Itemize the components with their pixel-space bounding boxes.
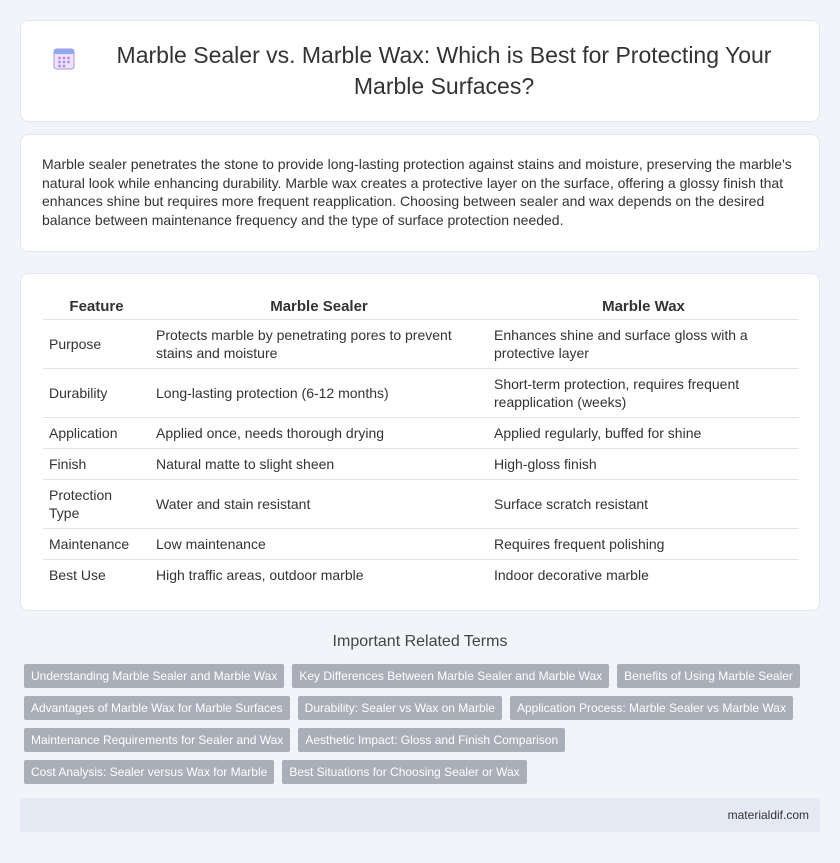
related-terms-heading: Important Related Terms [332,633,508,650]
title-card [20,20,820,122]
sealer-cell: Long-lasting protection (6-12 months) [150,369,488,418]
table-row [43,529,799,560]
sealer-cell: Low maintenance [150,529,488,560]
sealer-cell: Protects marble by penetrating pores to prevent stains and moisture [150,320,488,369]
related-term-tag[interactable]: Cost Analysis: Sealer versus Wax for Marble [24,760,274,784]
wax-cell: Indoor decorative marble [494,567,649,584]
related-term-tag[interactable]: Advantages of Marble Wax for Marble Surfaces [24,696,290,720]
related-term-tag[interactable]: Application Process: Marble Sealer vs Marble Wax [510,696,793,720]
footer-site-name: materialdif.com [727,808,809,822]
footer [20,798,820,832]
column-header-marble-sealer: Marble Sealer [150,294,488,320]
related-term-tag[interactable]: Key Differences Between Marble Sealer and Marble Wax [292,664,609,688]
sealer-cell: Natural matte to slight sheen [150,449,488,480]
related-term-tag[interactable]: Understanding Marble Sealer and Marble Wax [24,664,284,688]
table-row [43,320,799,369]
column-header-feature: Feature [43,294,150,320]
comparison-table [43,294,799,591]
table-row [43,418,799,449]
sealer-cell: High traffic areas, outdoor marble [156,567,364,584]
page-title: Marble Sealer vs. Marble Wax: Which is Best for Protecting Your Marble Surfaces? [116,42,772,99]
table-row [43,449,799,480]
feature-cell: Finish [43,449,150,480]
wax-cell: High-gloss finish [488,449,799,480]
feature-cell: Purpose [43,320,150,369]
table-header-row [43,294,799,320]
feature-cell: Protection Type [43,480,150,529]
table-row [43,560,799,591]
related-terms-tags [24,664,804,784]
feature-cell: Best Use [49,567,106,584]
feature-cell: Maintenance [43,529,150,560]
feature-cell: Durability [43,369,150,418]
related-term-tag[interactable]: Durability: Sealer vs Wax on Marble [298,696,502,720]
sealer-cell: Applied once, needs thorough drying [150,418,488,449]
wax-cell: Short-term protection, requires frequent reapplication (weeks) [488,369,799,418]
related-term-tag[interactable]: Benefits of Using Marble Sealer [617,664,800,688]
feature-cell: Application [43,418,150,449]
related-term-tag[interactable]: Best Situations for Choosing Sealer or Wax [282,760,526,784]
calendar-grid-icon [51,46,77,72]
wax-cell: Enhances shine and surface gloss with a protective layer [488,320,799,369]
comparison-table-card [20,273,820,611]
wax-cell: Surface scratch resistant [488,480,799,529]
sealer-cell: Water and stain resistant [150,480,488,529]
wax-cell: Applied regularly, buffed for shine [488,418,799,449]
table-row [43,369,799,418]
related-term-tag[interactable]: Maintenance Requirements for Sealer and Wax [24,728,290,752]
intro-paragraph: Marble sealer penetrates the stone to provide long-lasting protection against stains and moisture, preserving the marble's natural look while enhancing durability. Marble wax creates a protective layer on the surface, offering a glossy finish that enhances shine but requires more frequent reapplication. Choosing between sealer and wax depends on the desired balance between maintenance frequency and the type of surface protection needed. [42,156,792,228]
intro-card [20,134,820,252]
related-term-tag[interactable]: Aesthetic Impact: Gloss and Finish Comparison [298,728,565,752]
table-row [43,480,799,529]
column-header-marble-wax: Marble Wax [488,294,799,320]
wax-cell: Requires frequent polishing [488,529,799,560]
